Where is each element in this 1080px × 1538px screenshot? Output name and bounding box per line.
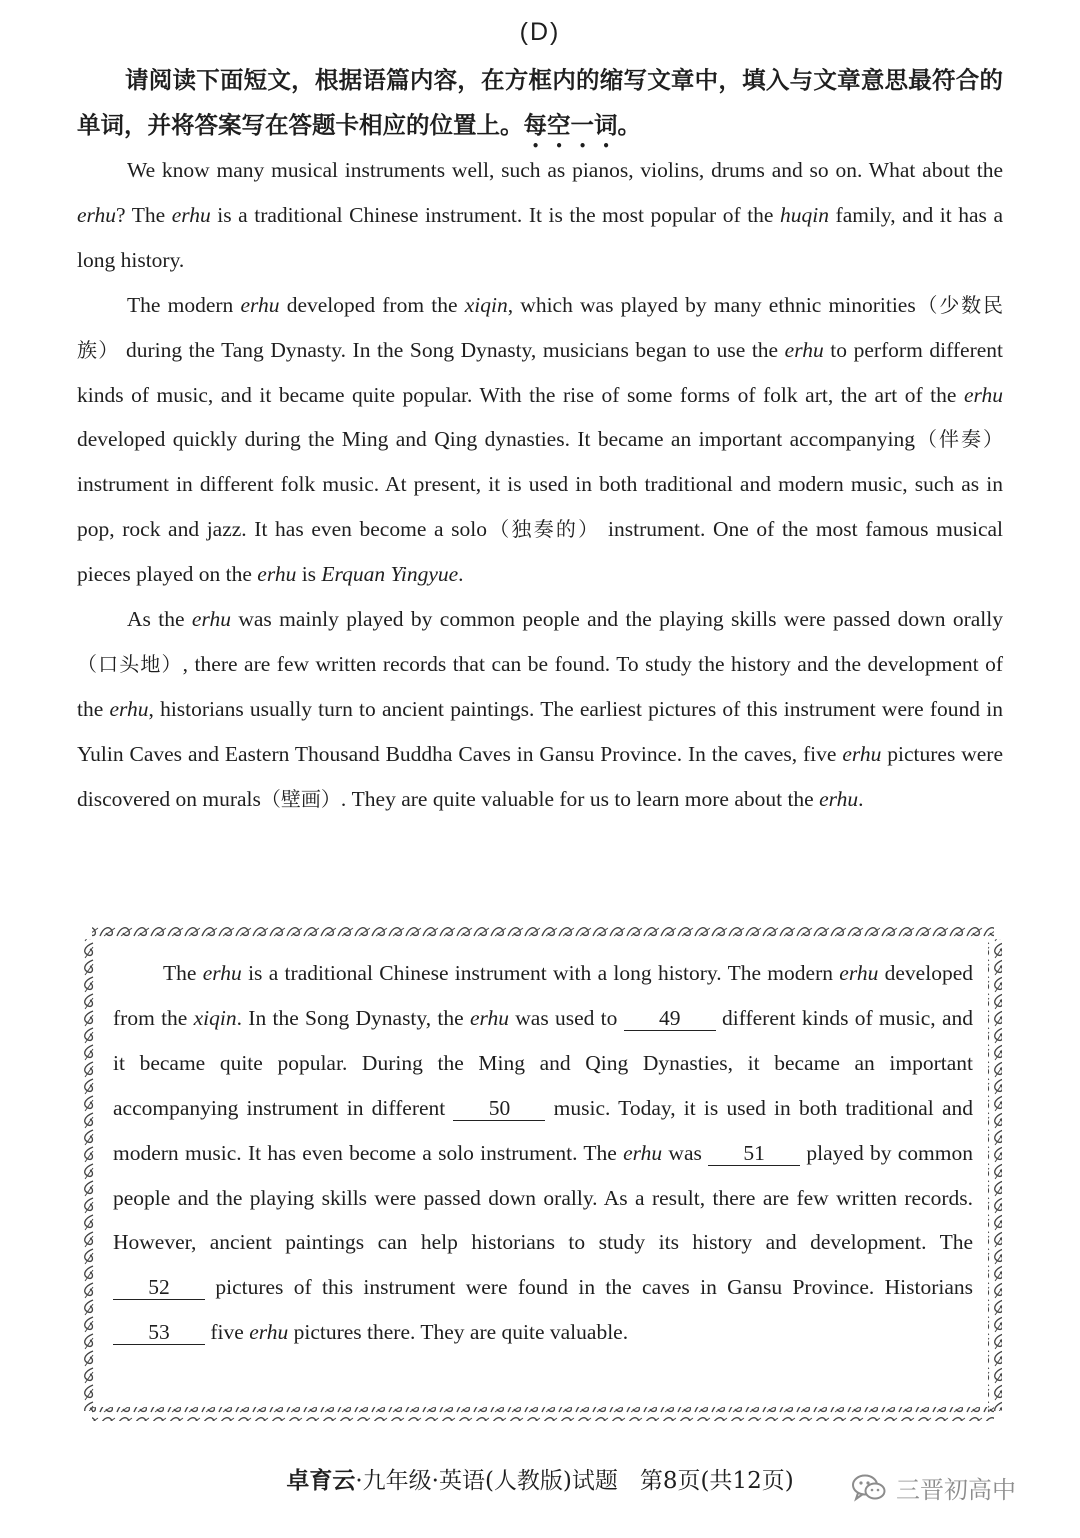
- footer-grade: 九年级: [362, 1468, 432, 1494]
- wechat-icon: [850, 1473, 888, 1503]
- text: five: [205, 1320, 250, 1345]
- blank-50[interactable]: 50: [453, 1096, 545, 1121]
- blank-49[interactable]: 49: [624, 1006, 716, 1031]
- term: Erquan Yingyue: [321, 562, 459, 587]
- paragraph-3: [77, 597, 1003, 822]
- text: developed from the: [113, 961, 973, 1030]
- text: . In the Song Dynasty, the: [236, 1005, 470, 1030]
- term: erhu: [842, 741, 882, 766]
- footer-subject: 英语(人教版)试题: [438, 1468, 618, 1494]
- text: instrument in different folk music. At present, it is used in both traditional and modern music, such as in pop, rock and jazz. It has even become a solo: [77, 472, 1003, 542]
- text: was used to: [509, 1005, 624, 1030]
- text: during the Tang Dynasty. In the Song Dynasty, musicians began to use the: [119, 337, 785, 362]
- text: to perform different kinds of music, and it became quite popular. With the rise of some forms of folk art, the art of the: [77, 337, 1003, 407]
- term: huqin: [780, 202, 829, 227]
- text: pictures of this instrument were found in the caves in Gansu Province. Historians: [205, 1275, 973, 1300]
- term: erhu: [171, 202, 211, 227]
- text: is: [296, 562, 322, 587]
- footer-separator: ·: [355, 1468, 363, 1494]
- term: erhu: [240, 292, 280, 317]
- text: instrument. One of the most famous musical pieces played on the: [77, 517, 1004, 587]
- term: erhu: [469, 1005, 509, 1030]
- summary-paragraph: [113, 951, 973, 1355]
- term: erhu: [257, 562, 297, 587]
- text: pictures there. They are quite valuable.: [288, 1320, 629, 1345]
- paragraph-1: [77, 148, 1003, 283]
- text: was mainly played by common people and the playing skills were passed down orally: [230, 607, 1003, 632]
- term: erhu: [77, 202, 117, 227]
- gloss: （伴奏）: [914, 427, 1003, 452]
- term: erhu: [202, 961, 242, 985]
- text: The: [163, 961, 203, 985]
- text: The modern: [127, 292, 241, 317]
- gloss: （少数民族）: [77, 292, 1003, 362]
- blank-53[interactable]: 53: [113, 1320, 205, 1345]
- text: pictures were discovered on murals: [77, 741, 1003, 811]
- blank-51[interactable]: 51: [708, 1141, 800, 1166]
- gloss: （壁画）: [260, 786, 341, 811]
- section-label: (D): [519, 18, 561, 46]
- text: As the: [127, 607, 192, 632]
- instructions-end: 。: [617, 111, 641, 139]
- watermark-text: 三晋初高中: [896, 1476, 1016, 1504]
- text: is a traditional Chinese instrument. It is the most popular of the: [210, 202, 781, 227]
- term: erhu: [191, 607, 231, 632]
- text: . They are quite valuable for us to learn more about the: [340, 786, 820, 811]
- text: is a traditional Chinese instrument with a long history. The modern: [241, 961, 840, 985]
- instructions-main: 请阅读下面短文，根据语篇内容，在方框内的缩写文章中，填入与文章意思最符合的单词，并将答案写在答题卡相应的位置上。: [77, 66, 1003, 139]
- term: erhu: [819, 786, 859, 811]
- gloss: （独奏的）: [486, 517, 601, 542]
- text: music. Today, it is used in both traditional and modern music. It has even become a solo instrument. The: [113, 1095, 973, 1165]
- term: erhu: [839, 961, 879, 985]
- text: .: [458, 562, 464, 587]
- instructions: [77, 58, 1003, 153]
- footer-brand: 卓育云: [286, 1467, 356, 1494]
- text: , which was played by many ethnic minorities: [507, 292, 916, 317]
- text: developed from the: [279, 292, 465, 317]
- text: ? The: [116, 202, 172, 227]
- footer-separator: ·: [431, 1468, 439, 1494]
- term: xiqin: [464, 292, 508, 317]
- footer-page-number: 第8页(共12页): [639, 1468, 794, 1494]
- text: We know many musical instruments well, such as pianos, violins, drums and so on. What about the: [127, 158, 1003, 182]
- blank-52[interactable]: 52: [113, 1275, 205, 1300]
- summary-passage: [113, 951, 973, 1355]
- term: xiqin: [193, 1005, 237, 1030]
- text: .: [858, 786, 864, 811]
- paragraph-2: [77, 283, 1003, 597]
- text: different kinds of music, and it became quite popular. During the Ming and Qing Dynasties, it became an important accompanying instrument in different: [113, 1005, 973, 1120]
- reading-passage: [77, 148, 1003, 822]
- watermark: [850, 1470, 1016, 1505]
- term: erhu: [784, 337, 824, 362]
- term: erhu: [623, 1140, 663, 1165]
- term: erhu: [109, 696, 149, 721]
- instructions-emphasis: 每空一词: [523, 111, 618, 139]
- gloss: （口头地）: [77, 651, 183, 676]
- text: was: [662, 1140, 709, 1165]
- text: developed quickly during the Ming and Qing dynasties. It became an important accompanying: [77, 427, 915, 452]
- text: , historians usually turn to ancient paintings. The earliest pictures of this instrument were found in Yulin Caves and Eastern Thousand Buddha Caves in Gansu Province. In the caves, five: [77, 696, 1003, 766]
- term: erhu: [963, 382, 1003, 407]
- text: , there are few written records that can be found. To study the history and the development of the: [77, 651, 1004, 721]
- term: erhu: [249, 1320, 289, 1345]
- text: played by common people and the playing skills were passed down orally. As a result, there are few written records. However, ancient paintings can help historians to study its history and development. The: [113, 1140, 973, 1255]
- text: family, and it has a long history.: [77, 202, 1003, 272]
